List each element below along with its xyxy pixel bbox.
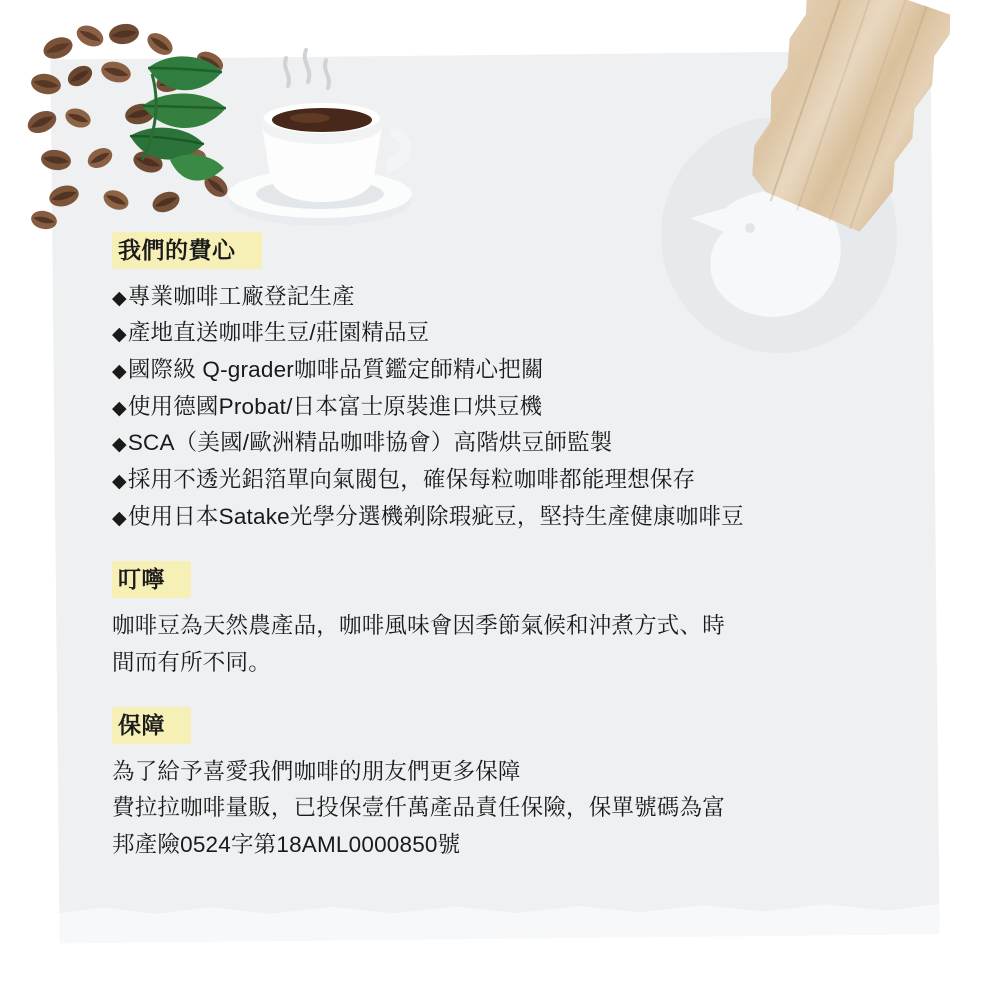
list-item-label: 使用日本Satake光學分選機剃除瑕疵豆，堅持生產健康咖啡豆 (127, 503, 744, 529)
list-item-label: 使用德國Probat/日本富士原裝進口烘豆機 (127, 393, 543, 419)
section-guarantee (112, 707, 872, 863)
document-content (112, 232, 872, 867)
paragraph-line: 邦產險0524字第18AML0000850號 (112, 831, 461, 857)
reminder-paragraph (112, 608, 872, 681)
guarantee-paragraph (112, 754, 872, 863)
effort-bullet-list (112, 279, 872, 536)
list-item (112, 389, 872, 426)
list-item-label: 國際級 Q-grader咖啡品質鑑定師精心把關 (127, 357, 544, 383)
list-item-label: 產地直送咖啡生豆/莊園精品豆 (127, 320, 430, 346)
paragraph-line: 間而有所不同。 (112, 649, 271, 675)
list-item (112, 499, 872, 536)
section-heading-our-effort: 我們的費心 (112, 232, 262, 269)
coffee-cup (228, 50, 412, 226)
section-reminder (112, 561, 872, 681)
diamond-bullet-icon: ◆ (112, 397, 127, 419)
section-heading-guarantee: 保障 (112, 707, 191, 744)
diamond-bullet-icon: ◆ (112, 361, 127, 383)
section-our-effort (112, 232, 872, 535)
coffee-beans-cluster (24, 21, 232, 231)
list-item-label: 專業咖啡工廠登記生產 (127, 283, 355, 309)
list-item (112, 315, 872, 352)
list-item (112, 462, 872, 499)
section-heading-reminder: 叮嚀 (112, 561, 191, 598)
diamond-bullet-icon: ◆ (112, 434, 127, 456)
coffee-cup-and-beans-illustration (20, 10, 440, 270)
list-item (112, 352, 872, 389)
list-item-label: 採用不透光鋁箔單向氣閥包，確保每粒咖啡都能理想保存 (127, 467, 696, 493)
list-item (112, 425, 872, 462)
list-item-label: SCA（美國/歐洲精品咖啡協會）高階烘豆師監製 (127, 430, 613, 456)
list-item (112, 279, 872, 316)
diamond-bullet-icon: ◆ (112, 287, 127, 309)
paragraph-line: 費拉拉咖啡量販，已投保壹仟萬產品責任保險，保單號碼為富 (112, 795, 725, 821)
diamond-bullet-icon: ◆ (112, 471, 127, 493)
diamond-bullet-icon: ◆ (112, 324, 127, 346)
paragraph-line: 咖啡豆為天然農產品，咖啡風味會因季節氣候和沖煮方式、時 (112, 613, 725, 639)
diamond-bullet-icon: ◆ (112, 507, 127, 529)
paragraph-line: 為了給予喜愛我們咖啡的朋友們更多保障 (112, 758, 521, 784)
